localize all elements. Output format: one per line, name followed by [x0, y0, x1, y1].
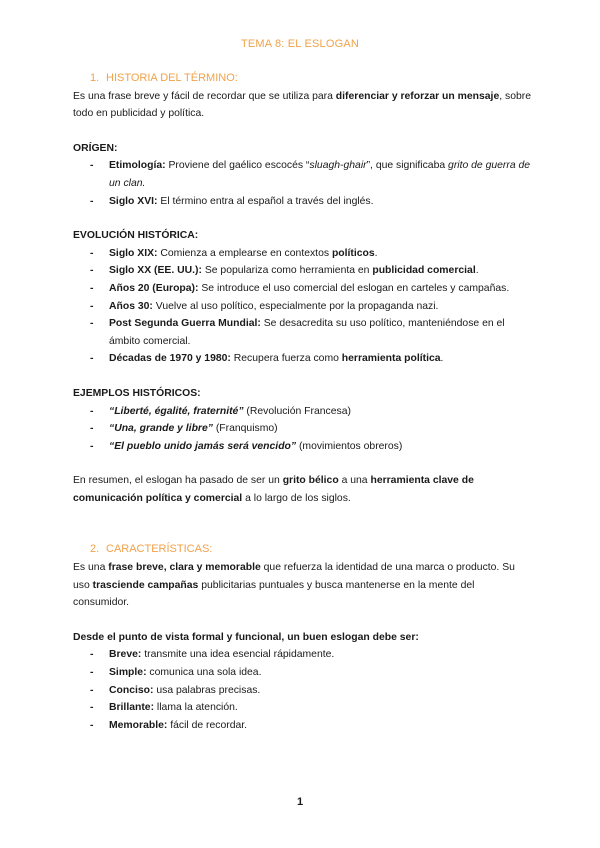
list-item: - Etimología: Proviene del gaélico escocés “sluagh-ghair”, que significaba grito de guerra de un clan. [73, 157, 533, 192]
list-item: - “Una, grande y libre” (Franquismo) [73, 420, 533, 438]
traits-list [73, 646, 533, 734]
section-heading-history: 1. HISTORIA DEL TÉRMINO: [90, 72, 238, 84]
list-item: - “El pueblo unido jamás será vencido” (movimientos obreros) [73, 438, 533, 456]
document-body [73, 70, 533, 734]
list-item: - Brillante: llama la atención. [73, 699, 533, 717]
characteristics-intro: Es una frase breve, clara y memorable que refuerza la identidad de una marca o producto. Su uso trasciende campañas publicitarias puntuales y busca mantenerse en la mente del consumidor. [73, 562, 515, 609]
list-item: - Breve: transmite una idea esencial rápidamente. [73, 646, 533, 664]
list-item: - “Liberté, égalité, fraternité” (Revolución Francesa) [73, 403, 533, 421]
evolution-heading: EVOLUCIÓN HISTÓRICA: [73, 230, 199, 242]
characteristics-lead: Desde el punto de vista formal y funcional, un buen eslogan debe ser: [73, 631, 419, 643]
section-heading-characteristics: 2. CARACTERÍSTICAS: [90, 543, 213, 556]
examples-heading: EJEMPLOS HISTÓRICOS: [73, 387, 201, 399]
list-item: - Siglo XX (EE. UU.): Se populariza como herramienta en publicidad comercial. [73, 262, 533, 280]
document-title: TEMA 8: EL ESLOGAN [240, 38, 360, 50]
examples-list [73, 403, 533, 456]
history-summary: En resumen, el eslogan ha pasado de ser un grito bélico a una herramienta clave de comunicación política y comercial a lo largo de los siglos. [73, 475, 474, 504]
history-intro: Es una frase breve y fácil de recordar que se utiliza para diferenciar y reforzar un mensaje, sobre todo en publicidad y política. [73, 90, 531, 120]
list-item: - Simple: comunica una sola idea. [73, 664, 533, 682]
list-item: - Siglo XIX: Comienza a emplearse en contextos políticos. [73, 245, 533, 263]
list-item: - Memorable: fácil de recordar. [73, 717, 533, 735]
list-item: - Décadas de 1970 y 1980: Recupera fuerza como herramienta política. [73, 350, 533, 368]
list-item: - Conciso: usa palabras precisas. [73, 682, 533, 700]
evolution-list [73, 245, 533, 368]
list-item: - Años 30: Vuelve al uso político, especialmente por la propaganda nazi. [73, 298, 533, 316]
list-item: - Post Segunda Guerra Mundial: Se desacredita su uso político, manteniéndose en el ámbito comercial. [73, 315, 533, 350]
list-item: - Siglo XVI: El término entra al español a través del inglés. [73, 193, 533, 211]
origin-list [73, 157, 533, 210]
origin-heading: ORÍGEN: [73, 142, 118, 154]
page-number: 1 [296, 796, 304, 808]
list-item: - Años 20 (Europa): Se introduce el uso comercial del eslogan en carteles y campañas. [73, 280, 533, 298]
